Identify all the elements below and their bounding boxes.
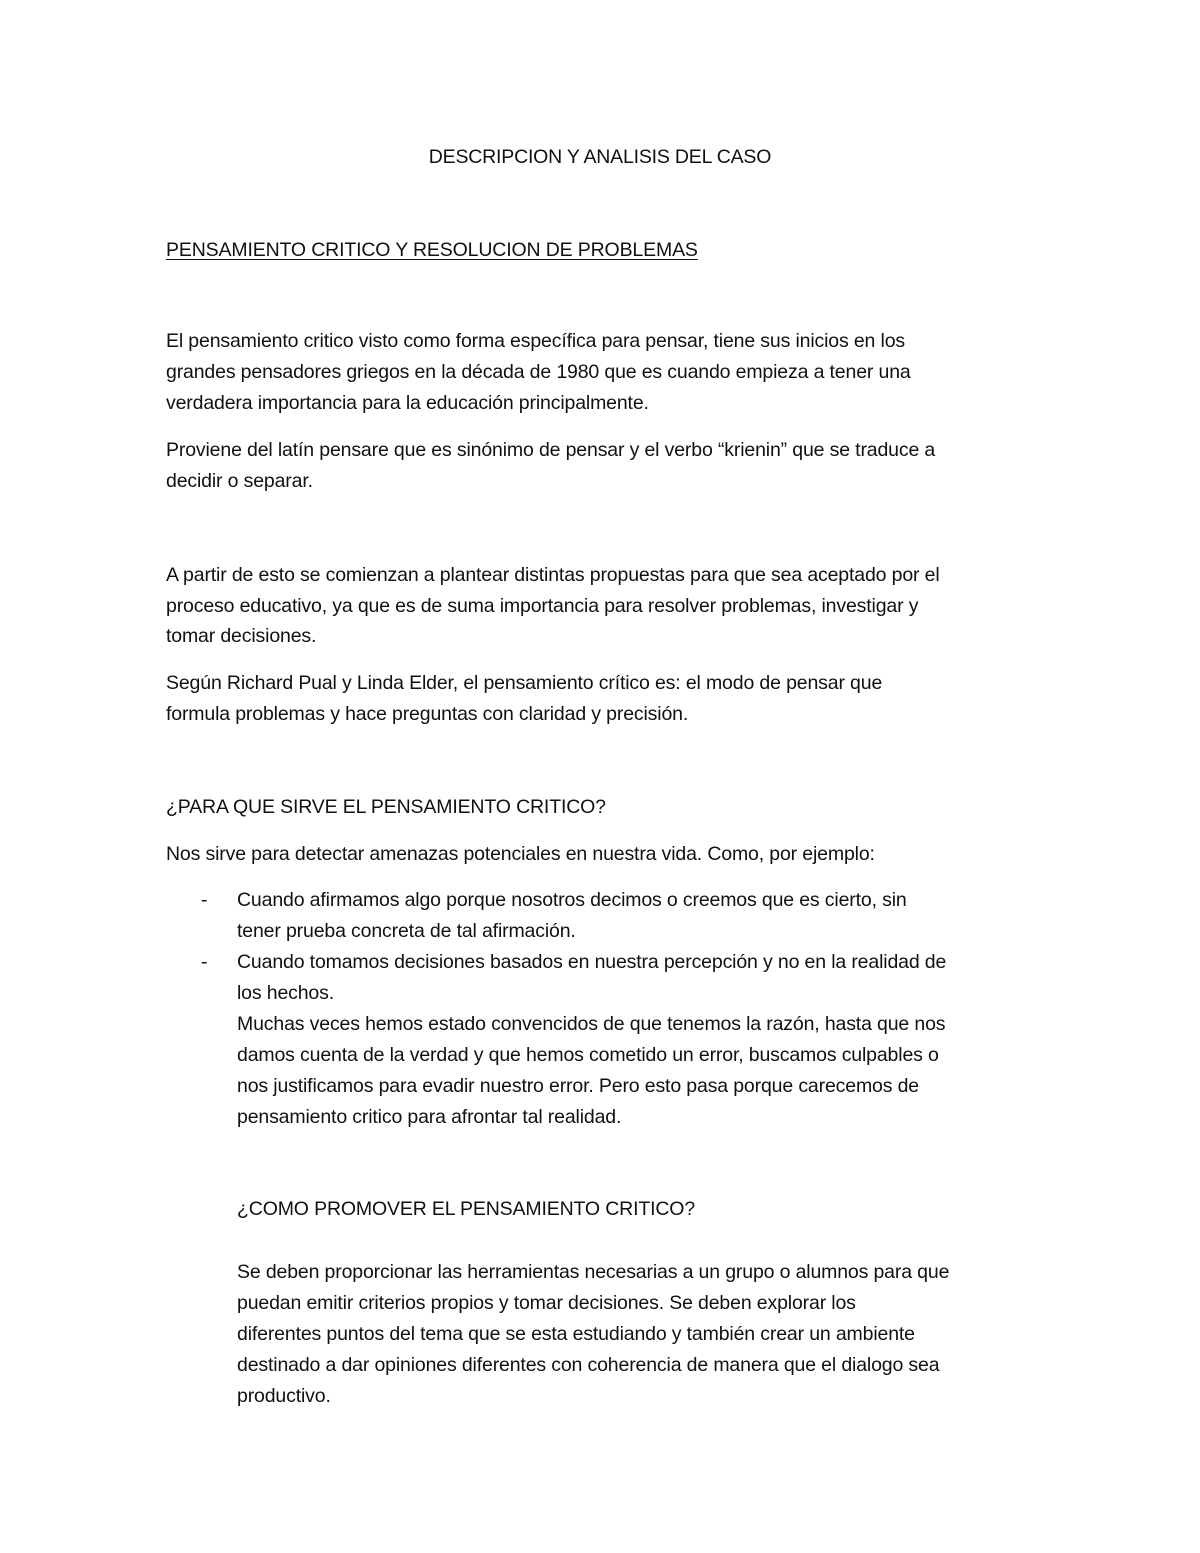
paragraph-line: Nos sirve para detectar amenazas potenciales en nuestra vida. Como, por ejemplo:	[166, 843, 875, 865]
paragraph-line: Según Richard Pual y Linda Elder, el pensamiento crítico es: el modo de pensar que	[166, 672, 883, 694]
paragraph-line: grandes pensadores griegos en la década de 1980 que es cuando empieza a tener una	[166, 361, 911, 383]
paragraph-line: proceso educativo, ya que es de suma importancia para resolver problemas, investigar y	[166, 595, 919, 617]
list-item-line: Cuando tomamos decisiones basados en nuestra percepción y no en la realidad de	[237, 951, 947, 973]
paragraph-line: formula problemas y hace preguntas con claridad y precisión.	[166, 703, 689, 725]
section-heading-para-que-sirve: ¿PARA QUE SIRVE EL PENSAMIENTO CRITICO?	[166, 796, 606, 818]
list-item-line: pensamiento critico para afrontar tal realidad.	[237, 1106, 622, 1128]
paragraph-line: destinado a dar opiniones diferentes con coherencia de manera que el dialogo sea	[237, 1354, 940, 1376]
bullet-marker: -	[201, 951, 208, 973]
paragraph-line: El pensamiento critico visto como forma específica para pensar, tiene sus inicios en los	[166, 330, 905, 352]
bullet-marker: -	[201, 889, 208, 911]
paragraph-line: Se deben proporcionar las herramientas necesarias a un grupo o alumnos para que	[237, 1261, 950, 1283]
paragraph-line: puedan emitir criterios propios y tomar decisiones. Se deben explorar los	[237, 1292, 856, 1314]
paragraph-line: tomar decisiones.	[166, 625, 317, 647]
list-item-line: Muchas veces hemos estado convencidos de que tenemos la razón, hasta que nos	[237, 1013, 946, 1035]
list-item-line: damos cuenta de la verdad y que hemos cometido un error, buscamos culpables o	[237, 1044, 939, 1066]
paragraph-line: verdadera importancia para la educación principalmente.	[166, 392, 649, 414]
paragraph-line: Proviene del latín pensare que es sinónimo de pensar y el verbo “krienin” que se traduce a	[166, 439, 936, 461]
paragraph-line: A partir de esto se comienzan a plantear distintas propuestas para que sea aceptado por el	[166, 564, 940, 586]
list-item-line: los hechos.	[237, 982, 334, 1004]
paragraph-line: productivo.	[237, 1385, 331, 1407]
list-item-line: nos justificamos para evadir nuestro error. Pero esto pasa porque carecemos de	[237, 1075, 919, 1097]
document-title: DESCRIPCION Y ANALISIS DEL CASO	[428, 146, 772, 168]
section-heading-como-promover: ¿COMO PROMOVER EL PENSAMIENTO CRITICO?	[237, 1198, 696, 1220]
section-heading-pensamiento: PENSAMIENTO CRITICO Y RESOLUCION DE PROBLEMAS	[166, 239, 698, 261]
list-item-line: tener prueba concreta de tal afirmación.	[237, 920, 576, 942]
list-item-line: Cuando afirmamos algo porque nosotros decimos o creemos que es cierto, sin	[237, 889, 907, 911]
paragraph-line: decidir o separar.	[166, 470, 313, 492]
paragraph-line: diferentes puntos del tema que se esta estudiando y también crear un ambiente	[237, 1323, 915, 1345]
